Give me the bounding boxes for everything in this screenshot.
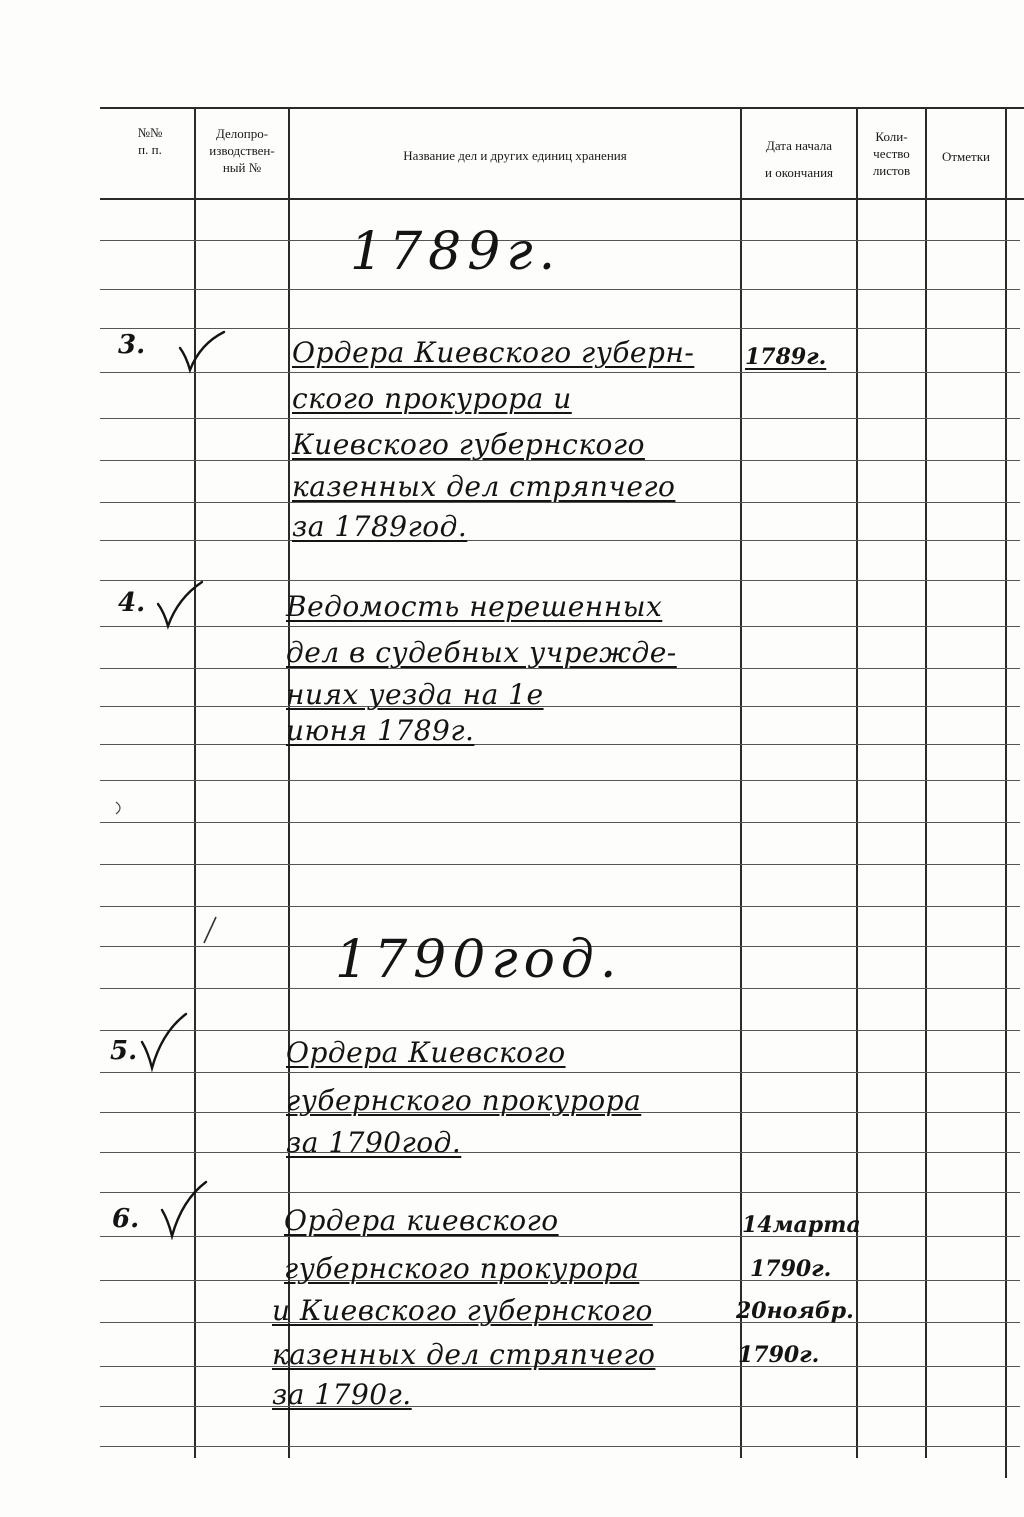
header-office-line: изводствен- bbox=[209, 143, 275, 158]
entry-date: 1790г. bbox=[750, 1256, 832, 1282]
header-number-line: №№ bbox=[137, 125, 163, 140]
entry-title-line: Ордера киевского bbox=[284, 1204, 559, 1237]
entry-number: 3. bbox=[118, 330, 146, 360]
year-heading: 1790год. bbox=[335, 930, 623, 990]
ruled-row-line bbox=[100, 744, 1020, 745]
column-divider bbox=[925, 108, 927, 1458]
checkmark-icon bbox=[160, 1180, 210, 1240]
header-dates-column bbox=[742, 132, 856, 186]
table-top-border bbox=[100, 107, 1024, 109]
header-count-line: листов bbox=[872, 163, 911, 178]
entry-title-line: губернского прокурора bbox=[284, 1252, 640, 1285]
ruled-row-line bbox=[100, 372, 1020, 373]
ruled-row-line bbox=[100, 1152, 1020, 1153]
ruled-row-line bbox=[100, 540, 1020, 541]
entry-title-line: за 1789год. bbox=[292, 510, 468, 543]
entry-number: 6. bbox=[112, 1204, 140, 1234]
entry-title-line: и Киевского губернского bbox=[272, 1294, 653, 1327]
entry-title-line: казенных дел стряпчего bbox=[292, 470, 676, 503]
ruled-row-line bbox=[100, 328, 1020, 329]
entry-number: 5. bbox=[110, 1036, 138, 1066]
column-divider bbox=[856, 108, 858, 1458]
year-heading: 1789г. bbox=[350, 222, 562, 282]
entry-title-line: за 1790г. bbox=[272, 1378, 412, 1411]
column-divider bbox=[740, 108, 742, 1458]
entry-title-line: губернского прокурора bbox=[286, 1084, 642, 1117]
ruled-row-line bbox=[100, 580, 1020, 581]
ruled-row-line bbox=[100, 780, 1020, 781]
ruled-row-line bbox=[100, 706, 1020, 707]
header-number-line: п. п. bbox=[138, 142, 162, 157]
column-divider bbox=[1005, 108, 1007, 1478]
ruled-row-line bbox=[100, 1192, 1020, 1193]
ruled-row-line bbox=[100, 1030, 1020, 1031]
ruled-row-line bbox=[100, 1072, 1020, 1073]
header-number-column bbox=[110, 124, 190, 158]
ruled-row-line bbox=[100, 626, 1020, 627]
entry-title-line: дел в судебных учрежде- bbox=[286, 636, 677, 669]
entry-date: 14марта bbox=[742, 1212, 861, 1238]
header-dates-line: и окончания bbox=[764, 165, 834, 180]
header-count-column bbox=[858, 128, 925, 179]
entry-title-line: ниях уезда на 1е bbox=[286, 678, 544, 711]
entry-title-line: за 1790год. bbox=[286, 1126, 462, 1159]
entry-title-line: Киевского губернского bbox=[292, 428, 645, 461]
header-title-column: Название дел и других единиц хранения bbox=[403, 148, 627, 163]
header-bottom-border bbox=[100, 198, 1024, 200]
ruled-row-line bbox=[100, 418, 1020, 419]
header-count-line: Коли- bbox=[875, 129, 908, 144]
column-divider bbox=[194, 108, 196, 1458]
entry-number: 4. bbox=[118, 588, 146, 618]
header-dates-line: Дата начала bbox=[765, 138, 833, 153]
checkmark-icon bbox=[140, 1012, 190, 1072]
entry-title-line: казенных дел стряпчего bbox=[272, 1338, 656, 1371]
header-notes-column: Отметки bbox=[941, 149, 991, 164]
header-office-line: ный № bbox=[222, 160, 262, 175]
entry-title-line: Ордера Киевского bbox=[286, 1036, 566, 1069]
entry-date: 1789г. bbox=[745, 344, 827, 370]
entry-title-line: ского прокурора и bbox=[292, 382, 572, 415]
entry-title-line: Ведомость нерешенных bbox=[286, 590, 663, 623]
checkmark-icon bbox=[178, 330, 228, 374]
ruled-row-line bbox=[100, 1406, 1020, 1407]
ruled-row-line bbox=[100, 289, 1020, 290]
entry-title-line: Ордера Киевского губерн- bbox=[292, 336, 695, 369]
entry-title-line: июня 1789г. bbox=[286, 714, 475, 747]
header-office-column bbox=[196, 125, 288, 176]
ruled-row-line bbox=[100, 1236, 1020, 1237]
ruled-row-line bbox=[100, 1446, 1020, 1447]
entry-date: 20ноябр. bbox=[736, 1298, 854, 1324]
header-count-line: чество bbox=[873, 146, 910, 161]
ruled-row-line bbox=[100, 822, 1020, 823]
checkmark-icon bbox=[156, 580, 206, 630]
ruled-row-line bbox=[100, 864, 1020, 865]
entry-date: 1790г. bbox=[738, 1342, 820, 1368]
header-office-line: Делопро- bbox=[215, 126, 269, 141]
ruled-row-line bbox=[100, 906, 1020, 907]
stray-pen-mark bbox=[112, 800, 126, 816]
stray-pen-mark bbox=[200, 915, 220, 945]
